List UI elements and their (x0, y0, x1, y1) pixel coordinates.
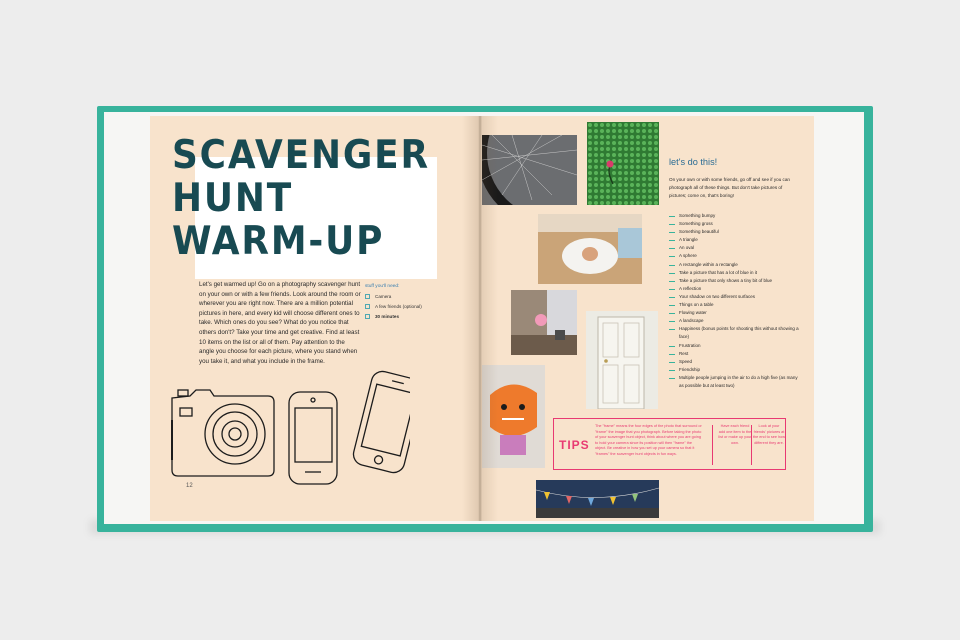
list-item: Multiple people jumping in the air to do a high five (as many as possible but at least two) (669, 374, 799, 390)
checkbox-icon (365, 314, 370, 319)
list-item: Take a picture that has a lot of blue in it (669, 269, 799, 277)
list-item: Something beautiful (669, 228, 799, 236)
tips-frame-text: The "frame" means the four edges of the photo that surround or "frame" the image that you photograph. Before taking the photo of your scavenger hunt object, think about where you are going to hold your camera since its position will then "frame" the object. Be creative in how you set up your camera so that it "frames" the scavenger hunt objects in fun ways. (595, 424, 702, 456)
right-heading: let's do this! (669, 157, 718, 167)
tips-divider (712, 425, 713, 465)
list-item: Take a picture that only shows a tiny bit of blue (669, 277, 799, 285)
camera-icon (172, 390, 274, 476)
photo-green-lego-flower (587, 122, 659, 205)
list-item: Rest (669, 350, 799, 358)
list-item: Something gross (669, 220, 799, 228)
smartphone-icon (351, 369, 410, 475)
tips-friend-text: Have each friend add one item to the list or make up your own. (718, 424, 752, 445)
list-item: A reflection (669, 285, 799, 293)
list-item: A landscape (669, 317, 799, 325)
list-item: A sphere (669, 252, 799, 260)
list-item: Happiness (bonus points for shooting this without showing a face) (669, 325, 799, 341)
stuff-heading: stuff you'll need: (365, 284, 400, 289)
title-line-2: HUNT (172, 176, 294, 221)
tips-compare-text: Look at your friends' pictures at the end to see how different they are. (752, 424, 786, 445)
list-item: An oval (669, 244, 799, 252)
list-item: Flowing water (669, 309, 799, 317)
list-item: Friendship (669, 366, 799, 374)
list-item: A rectangle within a rectangle (669, 261, 799, 269)
title-line-3: WARM-UP (172, 219, 385, 264)
right-intro-text: On your own or with some friends, go off and see if you can photograph all of these things. But don't take pictures of pictures; come on, that's boring! (669, 177, 790, 198)
page-title (172, 133, 430, 264)
stuff-list (365, 284, 445, 321)
photo-egg-bowl (538, 214, 642, 284)
stuff-item: Camera (365, 292, 445, 302)
list-item: Frustration (669, 342, 799, 350)
intro-text: Let's get warmed up! Go on a photography scavenger hunt on your own or with a few friends. Look around the room or wherever you are right now. There are a million potential pictures in here, and every kid will choose different ones to take. Which ones do you see? What do you notice that others don't? Take your time and get creative. Find at least 10 items on the list or all of them. Pay attention to the angle you choose for each picture, where you stand when you take it, and what you include in the frame. (199, 281, 361, 365)
photo-window-flower (511, 290, 577, 355)
checkbox-icon (365, 294, 370, 299)
list-item: Something bumpy (669, 212, 799, 220)
list-item: Your shadow on two different surfaces (669, 293, 799, 301)
photo-door (586, 311, 658, 409)
stuff-item: 30 minutes (365, 312, 445, 322)
page-number: 12 (186, 483, 193, 489)
phone-icon (289, 392, 337, 484)
scavenger-list (669, 212, 799, 390)
book-gutter (462, 116, 498, 521)
device-illustrations (150, 360, 410, 490)
list-item: A triangle (669, 236, 799, 244)
tips-label: TIPS (559, 438, 590, 452)
checkbox-icon (365, 304, 370, 309)
title-line-1: SCAVENGER (172, 133, 430, 178)
list-item: Speed (669, 358, 799, 366)
tips-box (553, 418, 786, 470)
stuff-item: A few friends (optional) (365, 302, 445, 312)
list-item: Things on a table (669, 301, 799, 309)
photo-bunting-lights (536, 480, 659, 518)
